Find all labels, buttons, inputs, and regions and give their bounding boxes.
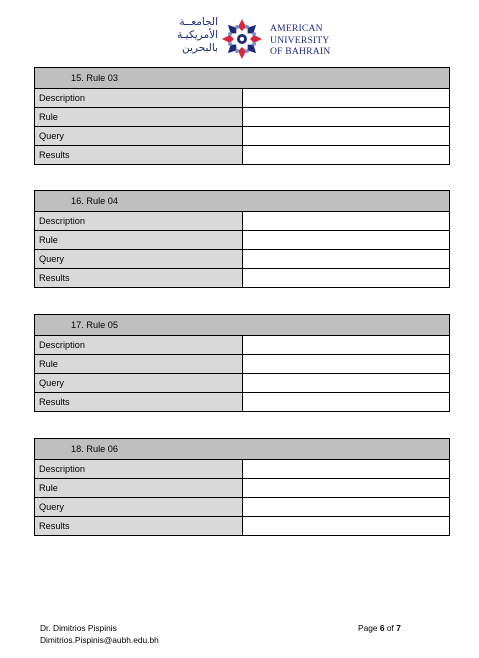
footer-author-block — [40, 622, 159, 646]
page-of: of — [386, 623, 394, 633]
description-field[interactable] — [242, 212, 450, 231]
row-label-query: Query — [35, 250, 243, 269]
rule-title: 15. Rule 03 — [35, 68, 450, 89]
row-label-results: Results — [35, 393, 243, 412]
row-label-rule: Rule — [35, 231, 243, 250]
rule-table — [34, 438, 450, 536]
row-label-query: Query — [35, 374, 243, 393]
results-field[interactable] — [242, 269, 450, 288]
query-field[interactable] — [242, 250, 450, 269]
row-label-description: Description — [35, 336, 243, 355]
rule-table — [34, 190, 450, 288]
logo-english-text — [270, 23, 330, 58]
rule-field[interactable] — [242, 355, 450, 374]
university-logo — [156, 14, 346, 62]
logo-english-line: OF BAHRAIN — [270, 46, 331, 57]
query-field[interactable] — [242, 374, 450, 393]
rule-field[interactable] — [242, 108, 450, 127]
page-label: Page — [358, 623, 378, 633]
results-field[interactable] — [242, 517, 450, 536]
description-field[interactable] — [242, 89, 450, 108]
description-field[interactable] — [242, 336, 450, 355]
logo-arabic-text — [156, 16, 218, 55]
row-label-description: Description — [35, 460, 243, 479]
rule-field[interactable] — [242, 231, 450, 250]
logo-english-line: UNIVERSITY — [270, 34, 330, 46]
row-label-results: Results — [35, 146, 243, 165]
footer-email: Dimitrios.Pispinis@aubh.edu.bh — [40, 635, 159, 645]
rule-table — [34, 314, 450, 412]
rule-table — [34, 67, 450, 165]
query-field[interactable] — [242, 127, 450, 146]
row-label-description: Description — [35, 212, 243, 231]
footer-author: Dr. Dimitrios Pispinis — [40, 623, 117, 633]
row-label-rule: Rule — [35, 479, 243, 498]
results-field[interactable] — [242, 393, 450, 412]
rule-title: 17. Rule 05 — [35, 315, 450, 336]
row-label-results: Results — [35, 517, 243, 536]
row-label-query: Query — [35, 127, 243, 146]
logo-arabic-line: بالبحرين — [182, 42, 218, 54]
row-label-description: Description — [35, 89, 243, 108]
logo-arabic-line: الأمريكيـة — [177, 29, 218, 41]
row-label-rule: Rule — [35, 355, 243, 374]
rule-title: 18. Rule 06 — [35, 439, 450, 460]
row-label-query: Query — [35, 498, 243, 517]
row-label-rule: Rule — [35, 108, 243, 127]
results-field[interactable] — [242, 146, 450, 165]
logo-arabic-line: الجامعــة — [179, 16, 218, 28]
page-total: 7 — [396, 623, 401, 633]
row-label-results: Results — [35, 269, 243, 288]
page-number — [358, 622, 401, 634]
rule-field[interactable] — [242, 479, 450, 498]
query-field[interactable] — [242, 498, 450, 517]
logo-english-line: AMERICAN — [270, 23, 323, 34]
description-field[interactable] — [242, 460, 450, 479]
page-current: 6 — [379, 623, 385, 633]
logo-emblem-icon — [220, 17, 264, 61]
rule-title: 16. Rule 04 — [35, 191, 450, 212]
